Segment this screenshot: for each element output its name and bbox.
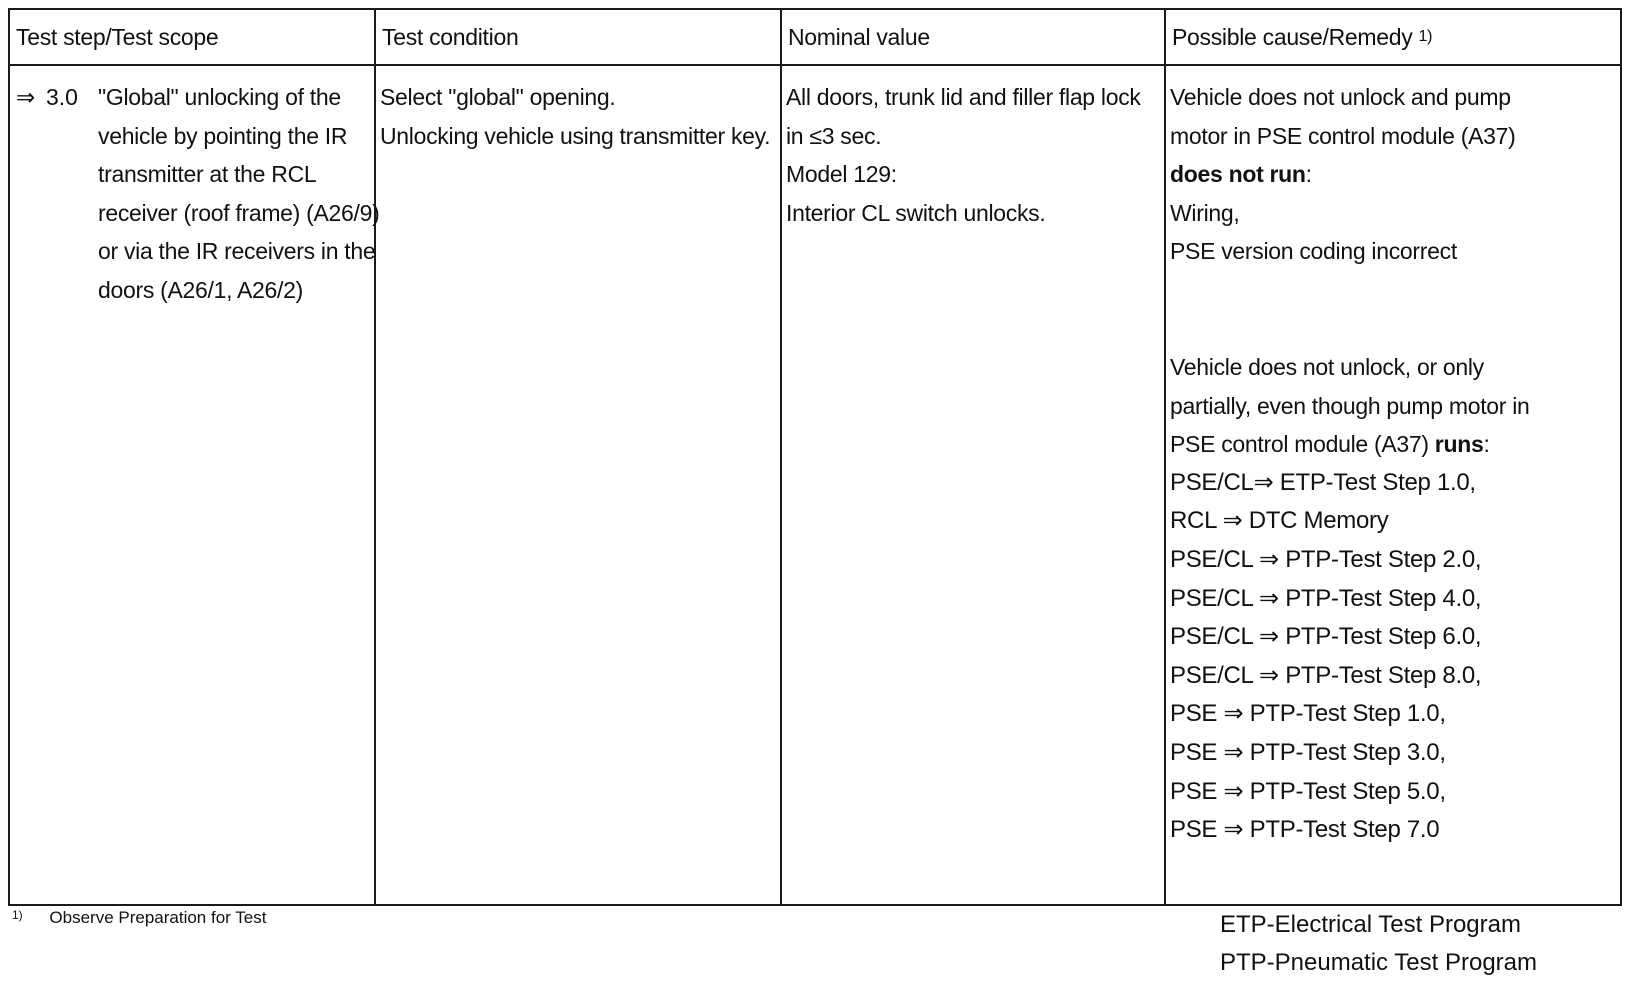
test-scope-text <box>98 78 379 310</box>
cause-line: Vehicle does not unlock, or only <box>1170 353 1484 380</box>
cause-bold-text: runs <box>1434 431 1484 458</box>
header-test-condition: Test condition <box>382 24 519 50</box>
reference-line: PSE ⇒ PTP-Test Step 7.0 <box>1170 816 1440 844</box>
nominal-line: in ≤3 sec. <box>786 122 882 149</box>
cause-line: Vehicle does not unlock and pump <box>1170 84 1511 110</box>
cause-line: Wiring, <box>1170 199 1240 226</box>
cause-line: does not run: <box>1170 161 1312 188</box>
footnote <box>12 908 266 928</box>
reference-line: PSE ⇒ PTP-Test Step 3.0, <box>1170 738 1446 766</box>
nominal-line: Interior CL switch unlocks. <box>786 199 1046 226</box>
cause-line: motor in PSE control module (A37) <box>1170 122 1516 149</box>
footnote-marker: 1) <box>12 908 23 922</box>
step-number: 3.0 <box>46 84 78 110</box>
nominal-line: Model 129: <box>786 161 897 188</box>
reference-line: PSE/CL ⇒ PTP-Test Step 4.0, <box>1170 584 1482 612</box>
reference-line: PSE ⇒ PTP-Test Step 5.0, <box>1170 777 1446 805</box>
header-footnote-marker: 1) <box>1418 28 1433 45</box>
test-condition-text <box>380 78 770 155</box>
header-test-step: Test step/Test scope <box>16 24 219 50</box>
scope-line: transmitter at the RCL <box>98 161 317 188</box>
condition-line: Select "global" opening. <box>380 84 616 110</box>
cause-line: partially, even though pump motor in <box>1170 392 1530 419</box>
reference-line: PSE/CL ⇒ PTP-Test Step 2.0, <box>1170 545 1482 573</box>
scope-line: vehicle by pointing the IR <box>98 122 348 149</box>
footnote-text: Observe Preparation for Test <box>49 908 267 927</box>
legend-etp: ETP-Electrical Test Program <box>1220 911 1521 938</box>
condition-line: Unlocking vehicle using transmitter key. <box>380 122 771 149</box>
table-header-row <box>10 10 1620 66</box>
test-table <box>8 8 1622 906</box>
reference-line: PSE/CL ⇒ PTP-Test Step 6.0, <box>1170 623 1482 651</box>
reference-line: RCL ⇒ DTC Memory <box>1170 507 1389 535</box>
nominal-line: All doors, trunk lid and filler flap lock <box>786 84 1141 110</box>
cause-line: PSE control module (A37) runs: <box>1170 431 1490 458</box>
reference-line: PSE ⇒ PTP-Test Step 1.0, <box>1170 700 1446 728</box>
column-divider <box>1164 10 1166 904</box>
column-divider <box>780 10 782 904</box>
abbreviation-legend <box>1220 906 1537 982</box>
scope-line: receiver (roof frame) (A26/9) <box>98 199 380 226</box>
nominal-value-text <box>786 78 1141 232</box>
possible-cause-text <box>1170 78 1530 850</box>
scope-line: doors (A26/1, A26/2) <box>98 276 303 303</box>
cause-bold-text: does not run <box>1170 161 1306 188</box>
cause-line: PSE version coding incorrect <box>1170 238 1457 265</box>
legend-ptp: PTP-Pneumatic Test Program <box>1220 949 1538 976</box>
header-nominal-value: Nominal value <box>788 24 930 50</box>
scope-line: "Global" unlocking of the <box>98 84 341 110</box>
scope-line: or via the IR receivers in the <box>98 238 376 265</box>
reference-line: PSE/CL⇒ ETP-Test Step 1.0, <box>1170 468 1476 496</box>
reference-line: PSE/CL ⇒ PTP-Test Step 8.0, <box>1170 661 1482 689</box>
header-possible-cause: Possible cause/Remedy 1) <box>1172 24 1433 50</box>
step-arrow-icon: ⇒ <box>16 84 36 110</box>
